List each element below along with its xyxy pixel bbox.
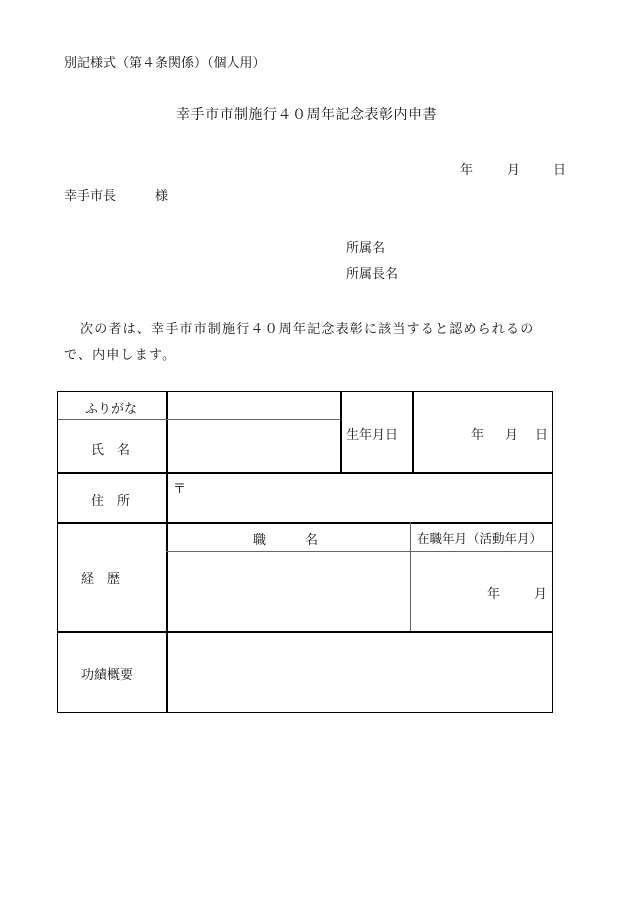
tenure-header: 在職年月（活動年月）	[417, 531, 543, 546]
job-title-field[interactable]	[168, 553, 408, 630]
affiliation-label: 所属名	[346, 241, 386, 256]
birth-day-label: 日	[535, 428, 549, 443]
date-year-label: 年	[460, 163, 474, 178]
address-label: 住 所	[91, 494, 131, 509]
body-text-line-1: 次の者は、幸手市市制施行４０周年記念表彰に該当すると認められるの	[80, 322, 535, 337]
career-column-divider	[410, 522, 411, 631]
postal-mark: 〒	[173, 482, 187, 497]
body-text-line-2: で、内申します。	[64, 348, 177, 363]
birth-month-label: 月	[505, 428, 519, 443]
furigana-field[interactable]	[168, 393, 338, 418]
tenure-year-label: 年	[487, 587, 501, 602]
affiliation-head-label: 所属長名	[346, 267, 399, 282]
row-divider-address	[58, 522, 552, 524]
page-title: 幸手市市制施行４０周年記念表彰内申書	[176, 107, 437, 123]
birth-column-divider-left	[340, 392, 342, 472]
furigana-divider	[58, 419, 340, 420]
birth-column-divider-right	[412, 392, 414, 472]
birth-date-label: 生年月日	[346, 428, 399, 443]
job-title-header: 職 名	[253, 533, 319, 548]
career-header-divider	[166, 551, 552, 552]
date-day-label: 日	[553, 163, 567, 178]
date-month-label: 月	[507, 163, 521, 178]
achievements-label: 功績概要	[81, 668, 134, 683]
career-label: 経 歴	[81, 572, 121, 587]
name-field[interactable]	[168, 421, 338, 471]
furigana-label: ふりがな	[85, 402, 138, 417]
addressee-honorific: 様	[155, 189, 169, 204]
achievements-field[interactable]	[168, 634, 548, 710]
nomination-form-table	[57, 391, 553, 713]
name-label: 氏 名	[91, 443, 131, 458]
birth-year-label: 年	[471, 428, 485, 443]
address-field[interactable]	[188, 474, 548, 520]
addressee-name: 幸手市長	[64, 189, 117, 204]
row-divider-career	[58, 631, 552, 633]
form-label: 別記様式（第４条関係）（個人用）	[64, 56, 266, 71]
tenure-month-label: 月	[534, 587, 548, 602]
